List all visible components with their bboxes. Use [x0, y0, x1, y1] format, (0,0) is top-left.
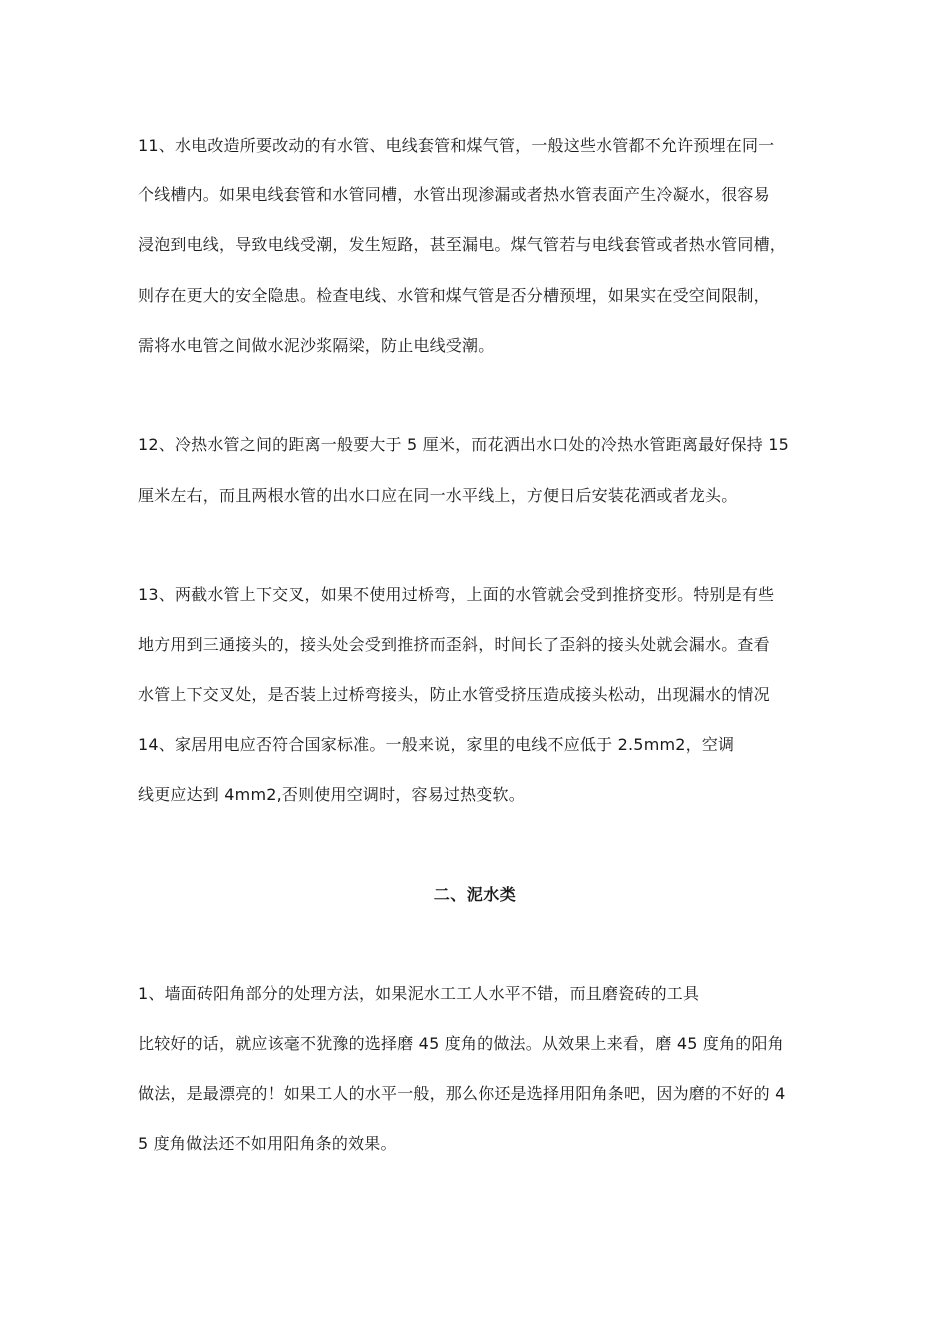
text-line: 厘米左右，而且两根水管的出水口应在同一水平线上，方便日后安装花洒或者龙头。 [138, 486, 738, 505]
text-line: 做法，是最漂亮的！如果工人的水平一般，那么你还是选择用阳角条吧，因为磨的不好的 4 [138, 1084, 786, 1103]
text-line: 13、两截水管上下交叉，如果不使用过桥弯，上面的水管就会受到推挤变形。特别是有些 [138, 585, 775, 604]
text-line: 11、水电改造所要改动的有水管、电线套管和煤气管，一般这些水管都不允许预埋在同一 [138, 136, 775, 155]
text-line: 地方用到三通接头的，接头处会受到推挤而歪斜，时间长了歪斜的接头处就会漏水。查看 [138, 635, 770, 654]
text-line: 则存在更大的安全隐患。检查电线、水管和煤气管是否分槽预埋，如果实在受空间限制， [138, 286, 770, 305]
text-line: 水管上下交叉处，是否装上过桥弯接头，防止水管受挤压造成接头松动，出现漏水的情况 [138, 685, 770, 704]
section-heading: 二、泥水类 [433, 885, 517, 904]
text-line: 比较好的话，就应该毫不犹豫的选择磨 45 度角的做法。从效果上来看，磨 45 度角的阳角 [138, 1034, 784, 1053]
text-line: 1、墙面砖阳角部分的处理方法，如果泥水工工人水平不错，而且磨瓷砖的工具 [138, 984, 700, 1003]
text-line: 需将水电管之间做水泥沙浆隔梁，防止电线受潮。 [138, 336, 495, 355]
text-line: 浸泡到电线，导致电线受潮，发生短路，甚至漏电。煤气管若与电线套管或者热水管同槽， [138, 235, 787, 254]
text-line: 线更应达到 4mm2,否则使用空调时，容易过热变软。 [138, 785, 525, 804]
text-line: 个线槽内。如果电线套管和水管同槽，水管出现渗漏或者热水管表面产生冷凝水，很容易 [138, 185, 770, 204]
text-line: 12、冷热水管之间的距离一般要大于 5 厘米，而花洒出水口处的冷热水管距离最好保持 15 [138, 435, 789, 454]
text-line: 14、家居用电应否符合国家标准。一般来说，家里的电线不应低于 2.5mm2，空调 [138, 735, 735, 754]
text-line: 5 度角做法还不如用阳角条的效果。 [138, 1134, 397, 1153]
